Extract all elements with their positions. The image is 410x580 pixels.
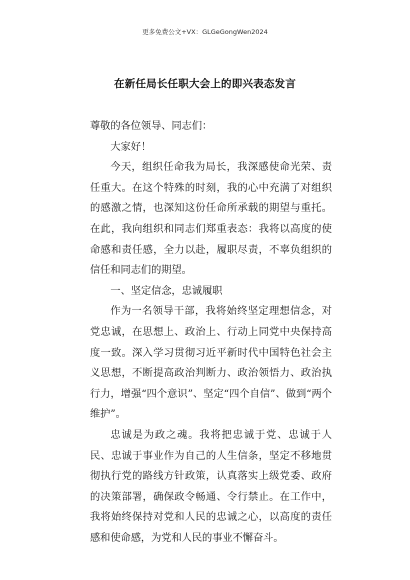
- paragraph-belief: 作为一名领导干部，我将始终坚定理想信念，对党忠诚，在思想上、政治上、行动上同党中央保持高度一致。深入学习贯彻习近平新时代中国特色社会主义思想，不断提高政治判断力、政治领悟力、政治执行力，增强“四个意识”、坚定“四个自信”、做到“两个维护”。: [90, 306, 332, 421]
- header-note: 更多免费公文+VX：GLGeGongWen2024: [142, 28, 268, 36]
- section-heading-1: 一、坚定信念，忠诚履职: [110, 285, 223, 297]
- salutation: 尊敬的各位领导、同志们：: [90, 121, 213, 132]
- document-body: [90, 117, 332, 549]
- paragraph-intro: 今天，组织任命我为局长，我深感使命光荣、责任重大。在这个特殊的时刻，我的心中充满了对组织的感激之情，也深知这份任命所承载的期望与重托。在此，我向组织和同志们郑重表态：我将以高度的使命感和责任感，全力以赴，履职尽责，不辜负组织的信任和同志们的期望。: [90, 162, 332, 277]
- paragraph-greeting: 大家好！: [110, 141, 152, 153]
- page-title: 在新任局长任职大会上的即兴表态发言: [114, 78, 296, 90]
- paragraph-loyalty: 忠诚是为政之魂。我将把忠诚于党、忠诚于人民、忠诚于事业作为自己的人生信条，坚定不移地贯彻执行党的路线方针政策，认真落实上级党委、政府的决策部署，确保政令畅通、令行禁止。在工作中，我将始终保持对党和人民的忠诚之心，以高度的责任感和使命感，为党和人民的事业不懈奋斗。: [90, 429, 332, 544]
